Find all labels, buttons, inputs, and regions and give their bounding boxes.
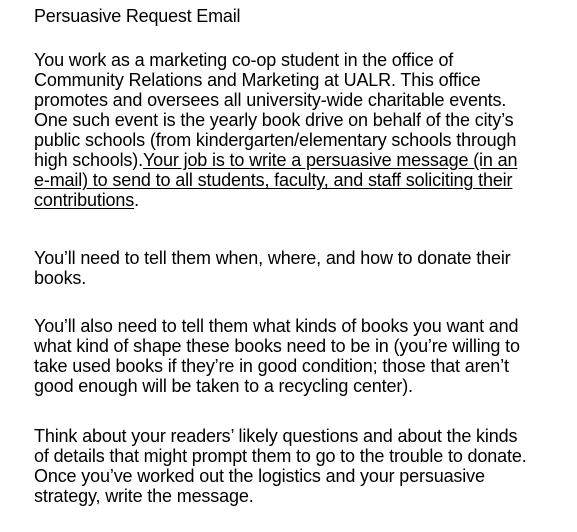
paragraph-book-requirements	[34, 316, 577, 396]
document-title: Persuasive Request Email	[34, 6, 241, 26]
paragraph-line: You’ll need to tell them when, where, and how to donate their	[34, 248, 511, 268]
underlined-task-text: contributions	[34, 190, 135, 210]
paragraph-line: good enough will be taken to a recycling center).	[34, 376, 413, 396]
paragraph-line: Community Relations and Marketing at UALR. This office	[34, 70, 481, 90]
paragraph-line: You work as a marketing co-op student in the office of	[34, 50, 454, 70]
paragraph-line: public schools (from kindergarten/elementary schools through	[34, 130, 517, 150]
paragraph-line: You’ll also need to tell them what kinds of books you want and	[34, 316, 519, 336]
paragraph-line: Think about your readers’ likely questions and about the kinds	[34, 426, 518, 446]
paragraph-line: of details that might prompt them to go to the trouble to donate.	[34, 446, 527, 466]
paragraph-line: One such event is the yearly book drive on behalf of the city’s	[34, 110, 514, 130]
paragraph-line: books.	[34, 268, 87, 288]
paragraph-line: take used books if they’re in good condition; those that aren’t	[34, 356, 509, 376]
paragraph-assignment-context	[34, 50, 577, 210]
paragraph-line: strategy, write the message.	[34, 486, 254, 506]
paragraph-line: Once you’ve worked out the logistics and your persuasive	[34, 466, 485, 486]
underlined-task-text: e-mail) to send to all students, faculty, and staff soliciting their	[34, 170, 513, 190]
paragraph-text: .	[134, 190, 139, 210]
underlined-task-text: Your job is to write a persuasive message (in an	[142, 150, 518, 170]
paragraph-text: high schools).	[34, 150, 143, 170]
paragraph-reader-strategy	[34, 426, 577, 506]
paragraph-line: promotes and oversees all university-wide charitable events.	[34, 90, 507, 110]
paragraph-line	[34, 170, 577, 190]
paragraph-line	[34, 190, 577, 210]
paragraph-when-where-how	[34, 248, 577, 288]
paragraph-line	[34, 150, 577, 170]
paragraph-line: what kind of shape these books need to be in (you’re willing to	[34, 336, 520, 356]
